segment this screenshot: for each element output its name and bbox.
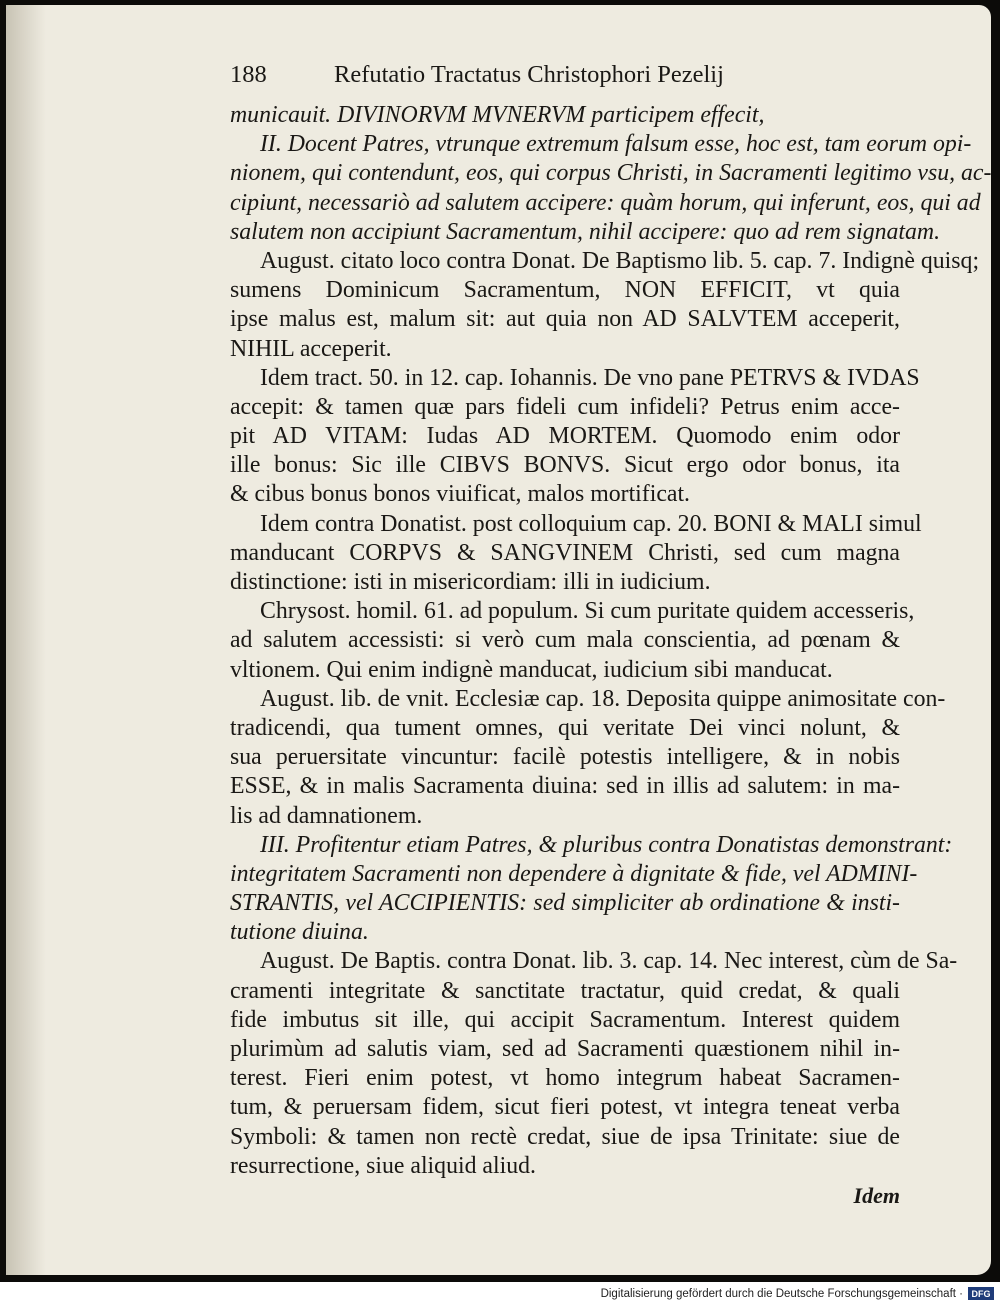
text-line: ipse malus est, malum sit: aut quia non AD SALVTEM acceperit,: [230, 306, 900, 333]
text-line: August. De Baptis. contra Donat. lib. 3. cap. 14. Nec interest, cùm de Sa-: [260, 948, 958, 975]
text-block: [230, 61, 992, 1210]
text-line: Chrysost. homil. 61. ad populum. Si cum puritate quidem accesseris,: [260, 598, 915, 625]
gutter-shadow: [6, 5, 46, 1275]
dfg-logo-icon: DFG: [968, 1287, 994, 1300]
text-line: nionem, qui contendunt, eos, qui corpus Christi, in Sacramenti legitimo vsu, ac-: [230, 160, 992, 187]
text-line: III. Profitentur etiam Patres, & pluribus contra Donatistas demonstrant:: [260, 831, 953, 858]
text-line: Idem contra Donatist. post colloquium cap. 20. BONI & MALI simul: [260, 510, 922, 537]
text-line: resurrectione, siue aliquid aliud.: [230, 1152, 536, 1179]
footer-credit: Digitalisierung gefördert durch die Deutsche Forschungsgemeinschaft ·: [600, 1287, 963, 1300]
text-line: distinctione: isti in misericordiam: illi in iudicium.: [230, 569, 711, 595]
text-line: tum, & peruersam fidem, sicut fieri potest, vt integra teneat verba: [230, 1094, 900, 1121]
text-line: sumens Dominicum Sacramentum, NON EFFICIT, vt quia: [230, 277, 900, 304]
text-line: August. lib. de vnit. Ecclesiæ cap. 18. Deposita quippe animositate con-: [260, 685, 946, 712]
text-line: terest. Fieri enim potest, vt homo integrum habeat Sacramen-: [230, 1065, 900, 1092]
text-line: cipiunt, necessariò ad salutem accipere: quàm horum, qui inferunt, eos, qui ad: [230, 189, 981, 216]
running-title: Refutatio Tractatus Christophori Pezelij: [334, 61, 724, 88]
page-number: 188: [230, 61, 267, 88]
body-text: [230, 101, 992, 1181]
text-line: accepit: & tamen quæ pars fideli cum infideli? Petrus enim acce-: [230, 393, 900, 420]
running-header: [230, 61, 900, 101]
digitization-footer: [0, 1282, 1000, 1305]
text-line: cramenti integritate & sanctitate tractatur, quid credat, & quali: [230, 977, 900, 1004]
text-line: tradicendi, qua tument omnes, qui veritate Dei vinci nolunt, &: [230, 714, 900, 741]
text-line: August. citato loco contra Donat. De Baptismo lib. 5. cap. 7. Indignè quisq;: [260, 247, 980, 274]
text-line: sua peruersitate vincuntur: facilè potestis intelligere, & in nobis: [230, 744, 900, 771]
text-line: Idem tract. 50. in 12. cap. Iohannis. De vno pane PETRVS & IVDAS: [260, 364, 920, 391]
text-line: manducant CORPVS & SANGVINEM Christi, sed cum magna: [230, 539, 900, 566]
text-line: NIHIL acceperit.: [230, 335, 392, 362]
text-line: lis ad damnationem.: [230, 802, 423, 829]
text-line: Symboli: & tamen non rectè credat, siue de ipsa Trinitate: siue de: [230, 1123, 900, 1150]
text-line: vltionem. Qui enim indignè manducat, iudicium sibi manducat.: [230, 656, 833, 683]
text-line: integritatem Sacramenti non dependere à dignitate & fide, vel ADMINI-: [230, 860, 918, 887]
text-line: ad salutem accessisti: si verò cum mala conscientia, ad pœnam &: [230, 627, 900, 654]
text-line: pit AD VITAM: Iudas AD MORTEM. Quomodo enim odor: [230, 423, 900, 450]
text-line: tutione diuina.: [230, 919, 369, 946]
text-line: fide imbutus sit ille, qui accipit Sacramentum. Interest quidem: [230, 1006, 900, 1033]
text-line: II. Docent Patres, vtrunque extremum falsum esse, hoc est, tam eorum opi-: [260, 131, 972, 158]
text-line: STRANTIS, vel ACCIPIENTIS: sed simpliciter ab ordinatione & insti-: [230, 890, 900, 917]
text-line: municauit. DIVINORVM MVNERVM participem effecit,: [230, 102, 765, 128]
text-line: salutem non accipiunt Sacramentum, nihil accipere: quo ad rem signatam.: [230, 218, 941, 245]
text-line: & cibus bonus bonos viuificat, malos mortificat.: [230, 481, 691, 508]
book-page: [6, 5, 991, 1275]
text-line: ESSE, & in malis Sacramenta diuina: sed in illis ad salutem: in ma-: [230, 773, 900, 800]
catchword: Idem: [853, 1182, 900, 1208]
text-line: plurimùm ad salutis viam, sed ad Sacramenti quæstionem nihil in-: [230, 1036, 900, 1062]
text-line: ille bonus: Sic ille CIBVS BONVS. Sicut ergo odor bonus, ita: [230, 452, 900, 479]
